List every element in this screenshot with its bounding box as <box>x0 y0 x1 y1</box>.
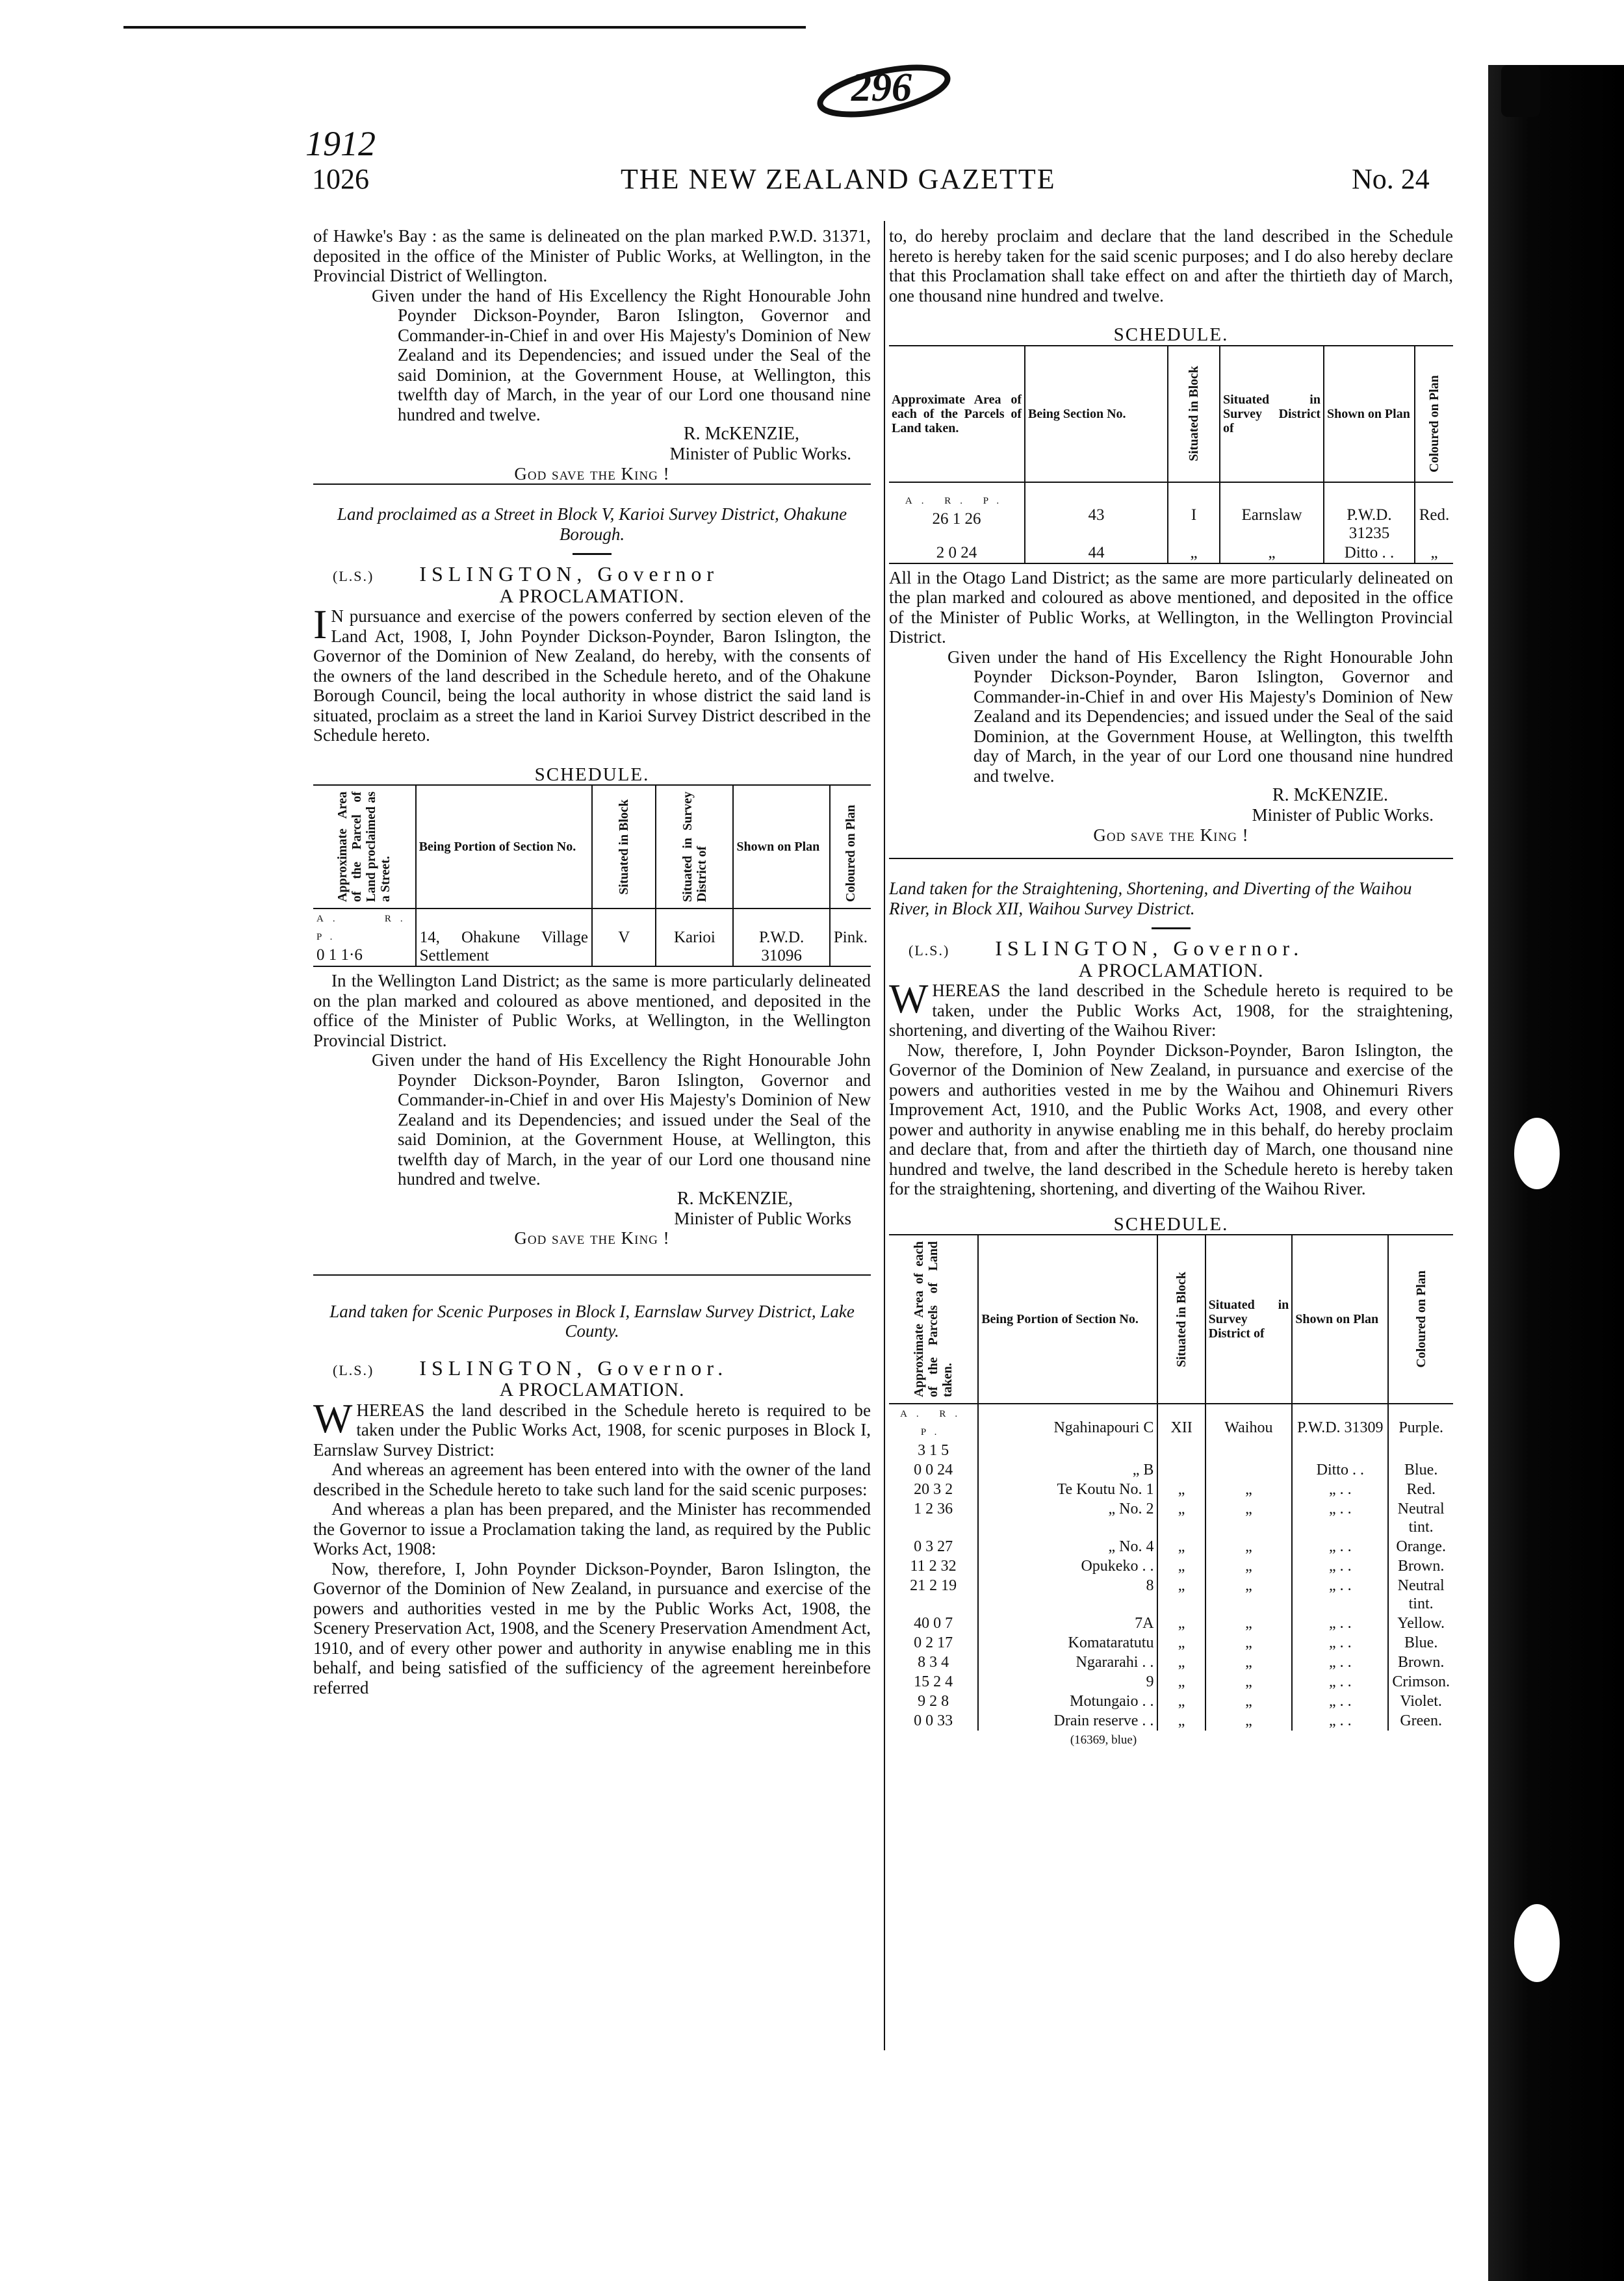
short-rule <box>573 553 612 555</box>
signature-title: Minister of Public Works <box>674 1208 851 1228</box>
god-save-the-king: God save the King ! <box>1093 825 1249 845</box>
section-rule <box>313 483 871 485</box>
proclamation-body: I N pursuance and exercise of the powers conferred by section eleven of the Land Act, 1908, I, John Poynder Dickson-Poynder, Baron Islington, the Governor of the Dominion of New Zealand, do hereby, with the consents of the owners of the land described in the Schedule hereto, and of the Ohakune Borough Council, being the local authority in whose district the said land is situated, proclaim as a street the land in Karioi Survey District described in the Schedule hereto. <box>313 601 871 745</box>
punch-hole <box>1514 1118 1560 1189</box>
table-row: 8 3 4 Ngararahi . . „ „ „ . . Brown. <box>889 1653 1453 1672</box>
col-header-block: Situated in Block <box>617 799 632 895</box>
drop-cap: W <box>313 1395 353 1441</box>
table-row: A. R. P. 3 1 5 Ngahinapouri C XII Waihou P.W.D. 31309 Purple. <box>889 1404 1453 1460</box>
short-rule <box>1152 927 1191 929</box>
given-under-hand: Given under the hand of His Excellency the Right Honourable John Poynder Dickson-Poynder, Baron Islington, Governor and Commander-in-Chief in and over His Majesty's Dominion of New Zealand and its Dependencies; and issued under the Seal of the said Dominion, at the Government House, at Wellington, this twelfth day of March, in the year of our Lord one thousand nine hundred and twelve. <box>372 1050 871 1189</box>
top-rule <box>123 26 806 29</box>
col-header-section: Being Portion of Section No. <box>416 785 592 909</box>
table-bottom-rule <box>889 563 1453 564</box>
page-number: 1026 <box>312 163 369 195</box>
table-row: 20 3 2 Te Koutu No. 1 „ „ „ . . Red. <box>889 1480 1453 1499</box>
governor-name: ISLINGTON, Governor. <box>995 936 1304 960</box>
table-row: 11 2 32 Opukeko . . „ „ „ . . Brown. <box>889 1556 1453 1576</box>
continued-text: of Hawke's Bay : as the same is delineated on the plan marked P.W.D. 31371, deposited in the office of the Minister of Public Works, at Wellington, in the Provincial District of Wellington. <box>313 226 871 285</box>
schedule-heading: SCHEDULE. <box>534 764 650 785</box>
section-title-scenic: Land taken for Scenic Purposes in Block I, Earnslaw Survey District, Lake County. <box>329 1301 855 1341</box>
col-header-block: Situated in Block <box>1174 1271 1189 1367</box>
proclamation-heading: A PROCLAMATION. <box>499 1379 685 1400</box>
col-header-district: Situated in Survey District of <box>680 792 709 902</box>
proclamation-heading: A PROCLAMATION. <box>499 585 685 607</box>
governor-line <box>313 564 871 587</box>
col-header-area: Approximate Area of each of the Parcels of Land taken. <box>889 346 1025 482</box>
col-header-district: Situated in Survey District of <box>1205 1235 1293 1404</box>
section-rule <box>313 1274 871 1276</box>
col-header-block: Situated in Block <box>1187 366 1201 461</box>
schedule-heading: SCHEDULE. <box>1113 1213 1229 1235</box>
col-header-plan: Shown on Plan <box>733 785 829 909</box>
schedule-table-street <box>313 784 871 966</box>
proclamation-body: WHEREAS the land described in the Schedule hereto is required to be taken under the Public Works Act, 1908, for scenic purposes in Block I, Earnslaw Survey District: <box>313 1395 871 1460</box>
gazette-title: THE NEW ZEALAND GAZETTE <box>621 163 1056 195</box>
district-paragraph: All in the Otago Land District; as the same are more particularly delineated on the plan marked and coloured as above mentioned, and deposited in the office of the Minister of Public Works, at Wellington, in the Wellington Provincial District. <box>889 567 1453 647</box>
seal-mark: (L.S.) <box>333 1361 374 1378</box>
handwritten-year: 1912 <box>305 124 376 163</box>
col-header-section: Being Section No. <box>1025 346 1168 482</box>
signature-name: R. McKENZIE, <box>677 1188 793 1209</box>
right-column <box>889 226 1453 1751</box>
given-under-hand: Given under the hand of His Excellency the Right Honourable John Poynder Dickson-Poynder, Baron Islington, Governor and Commander-in-Chief in and over His Majesty's Dominion of New Zealand and its Dependencies; and issued under the Seal of the said Dominion, at the Government House, at Wellington, this twelfth day of March, in the year of our Lord one thousand nine hundred and twelve. <box>947 647 1453 786</box>
governor-name: ISLINGTON, Governor. <box>419 1356 728 1380</box>
governor-name: ISLINGTON, Governor <box>419 562 719 586</box>
col-header-area: Approximate Area of the Parcel of Land proclaimed as a Street. <box>335 792 393 902</box>
governor-line <box>313 1358 871 1381</box>
schedule-table-waihou <box>889 1234 1453 1731</box>
col-header-plan: Shown on Plan <box>1292 1235 1388 1404</box>
table-row: 40 0 7 7A „ „ „ . . Yellow. <box>889 1614 1453 1633</box>
section-title-waihou: Land taken for the Straightening, Shortening, and Diverting of the Waihou River, in Block XII, Waihou Survey District. <box>889 879 1412 918</box>
col-header-area: Approximate Area of each of the Parcels of Land taken. <box>912 1241 955 1397</box>
table-row: 9 2 8 Motungaio . . „ „ „ . . Violet. <box>889 1692 1453 1711</box>
now-therefore-paragraph: Now, therefore, I, John Poynder Dickson-Poynder, Baron Islington, the Governor of the Dominion of New Zealand, in pursuance and exercise of the powers and authorities vested in me by the Waihou and Ohinemuri Rivers Improvement Act, 1910, and the Public Works Act, 1908, and every other power and authority in anywise enabling me in this behalf, do hereby proclaim and declare that, from and after the thirtieth day of March, one thousand nine hundred and twelve, the land described in the Schedule hereto is hereby taken for the straightening, shortening, and diverting of the Waihou River. <box>889 1040 1453 1198</box>
table-row: 15 2 4 9 „ „ „ . . Crimson. <box>889 1672 1453 1692</box>
whereas-paragraph: And whereas an agreement has been entered into with the owner of the land described in the Schedule hereto to take such land for the said scenic purposes: <box>313 1460 871 1499</box>
col-header-colour: Coloured on Plan <box>1427 374 1441 472</box>
table-row: 1 2 36 „ No. 2 „ „ „ . . Neutral tint. <box>889 1499 1453 1537</box>
handwritten-folio <box>806 52 968 123</box>
col-header-colour: Coloured on Plan <box>843 805 858 902</box>
arp-units: A. R. P. <box>316 914 412 942</box>
waihou-rows <box>889 1404 1453 1731</box>
table-row: 2 0 24 44 „ „ Ditto . . „ <box>889 543 1453 563</box>
district-paragraph: In the Wellington Land District; as the same is more particularly delineated on the plan marked and coloured as above mentioned, and deposited in the office of the Minister of Public Works, at Wellington, in the Wellington Provincial District. <box>313 971 871 1050</box>
whereas-paragraph: And whereas a plan has been prepared, and the Minister has recommended the Governor to issue a Proclamation taking the land, as required by the Public Works Act, 1908: <box>313 1499 871 1558</box>
now-therefore-paragraph: Now, therefore, I, John Poynder Dickson-Poynder, Baron Islington, the Governor of the Dominion of New Zealand, in pursuance and exercise of the powers and authorities vested in me by the Public Works Act, 1908, the Scenery Preservation Act, 1908, and the Scenery Preservation Amendment Act, 1910, and of every other power and authority in anywise enabling me in this behalf, and being satisfied of the sufficiency of the agreement hereinbefore referred <box>313 1558 871 1697</box>
god-save-the-king: God save the King ! <box>514 1228 670 1248</box>
seal-mark: (L.S.) <box>909 942 950 959</box>
arp-units: A. R. P. <box>900 1409 967 1437</box>
schedule-table-scenic <box>889 345 1453 563</box>
left-column <box>313 226 871 1697</box>
table-row: 0 2 17 Komataratutu „ „ „ . . Blue. <box>889 1633 1453 1653</box>
signature-title: Minister of Public Works. <box>669 444 851 463</box>
proclamation-heading: A PROCLAMATION. <box>1078 959 1264 981</box>
table-row: 0 3 27 „ No. 4 „ „ „ . . Orange. <box>889 1537 1453 1556</box>
binding-tab <box>1501 65 1540 117</box>
col-header-section: Being Portion of Section No. <box>978 1235 1157 1404</box>
signature-name: R. McKENZIE, <box>683 424 799 444</box>
proclamation-body: WHEREAS the land described in the Schedule hereto is required to be taken, under the Public Works Act, 1908, for the straightening, shortening, and diverting of the Waihou River: <box>889 975 1453 1040</box>
schedule-heading: SCHEDULE. <box>1113 324 1229 345</box>
governor-line <box>889 938 1453 961</box>
table-row: 21 2 19 8 „ „ „ . . Neutral tint. <box>889 1576 1453 1614</box>
table-bottom-rule <box>313 966 871 967</box>
drop-cap: W <box>889 975 929 1022</box>
god-save-the-king: God save the King ! <box>514 463 670 483</box>
section-title-street: Land proclaimed as a Street in Block V, Karioi Survey District, Ohakune Borough. <box>337 504 847 544</box>
given-under-hand: Given under the hand of His Excellency the Right Honourable John Poynder Dickson-Poynder, Baron Islington, Governor and Commander-in-Chief in and over His Majesty's Dominion of New Zealand and its Dependencies; and issued under the Seal of the said Dominion, at the Government House, at Wellington, this twelfth day of March, in the year of our Lord one thousand nine hundred and twelve. <box>372 285 871 424</box>
col-header-district: Situated in Survey District of <box>1220 346 1324 482</box>
table-row: 0 0 33 Drain reserve . . „ „ „ . . Green. <box>889 1711 1453 1731</box>
col-header-plan: Shown on Plan <box>1324 346 1415 482</box>
folio-number: 296 <box>851 66 912 110</box>
column-divider <box>884 221 885 2050</box>
punch-hole <box>1514 1904 1560 1982</box>
issue-number: No. 24 <box>1352 163 1430 195</box>
table-row: A. R. P. 0 1 1·6 14, Ohakune Village Settlement V Karioi P.W.D. 31096 Pink. <box>313 909 871 966</box>
col-header-colour: Coloured on Plan <box>1413 1270 1428 1368</box>
arp-units: A. R. P. <box>905 495 1009 506</box>
drop-cap: I <box>313 601 328 647</box>
seal-mark: (L.S.) <box>333 568 374 584</box>
section-rule <box>889 858 1453 859</box>
continued-text: to, do hereby proclaim and declare that the land described in the Schedule hereto is hereby taken for the said scenic purposes; and I do also hereby declare that this Proclamation shall take effect on and after the thirtieth day of March, one thousand nine hundred and twelve. <box>889 226 1453 305</box>
footnote: (16369, blue) <box>1070 1733 1137 1747</box>
signature-title: Minister of Public Works. <box>1252 805 1434 825</box>
table-row: 0 0 24 „ B Ditto . . Blue. <box>889 1460 1453 1480</box>
signature-name: R. McKENZIE. <box>1272 785 1388 805</box>
table-row: A. R. P. 26 1 26 43 I Earnslaw P.W.D. 31235 Red. <box>889 482 1453 543</box>
